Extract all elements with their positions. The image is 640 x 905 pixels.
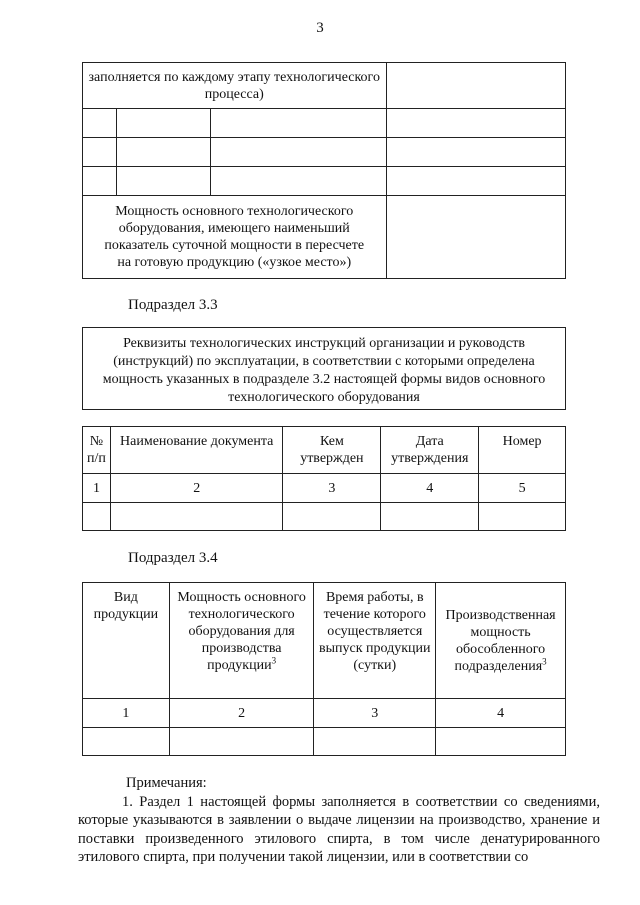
column-header-text: Время работы, в течение которого осуществляется выпуск продукции (сутки) [319,590,431,673]
instructions-table [82,426,566,531]
column-number: 3 [314,699,436,728]
empty-cell [116,167,210,196]
column-header [314,583,436,699]
empty-cell [116,109,210,138]
empty-cell [83,503,111,531]
empty-cell [116,138,210,167]
column-header: Наименование документа [110,427,283,474]
footnote-mark: 3 [542,655,547,666]
footnote-mark: 3 [271,655,277,666]
equipment-table [82,62,566,279]
column-header [83,583,170,699]
empty-cell [314,728,436,756]
production-capacity-table [82,582,566,756]
empty-cell [386,63,566,109]
empty-cell [386,196,566,279]
note-item-1: 1. Раздел 1 настоящей формы заполняется в соответствии со сведениями, которые указываются в заявлении о выдаче лицензии на производство, хранение и поставки произведенного этилового спирта, в том числе денатурированного этилового спирта, при получении такой лицензии, или в соответствии со [78,793,600,865]
column-header-text: Вид продукции [93,590,159,622]
column-number: 2 [169,699,314,728]
subsection-3-4-heading: Подраздел 3.4 [128,550,218,566]
empty-cell [169,728,314,756]
empty-cell [479,503,566,531]
column-number: 4 [436,699,566,728]
notes-title: Примечания: [126,775,207,791]
subsection-3-3-description: Реквизиты технологических инструкций организации и руководств (инструкций) по эксплуатации, в соответствии с которыми определена мощность указанных в подразделе 3.2 настоящей формы видов основного технологического оборудования [82,327,566,410]
column-header-text: Производственная мощность обособленного подразделения [445,607,556,674]
empty-cell [83,728,170,756]
empty-cell [210,138,386,167]
column-number: 4 [381,474,479,503]
column-header-text: Мощность основного технологического оборудования для производства продукции [177,590,306,673]
column-number: 1 [83,474,111,503]
column-header: Кем утвержден [283,427,381,474]
stage-header-cell: заполняется по каждому этапу технологического процесса) [83,63,387,109]
empty-cell [283,503,381,531]
column-number: 5 [479,474,566,503]
empty-cell [386,138,566,167]
subsection-3-3-heading: Подраздел 3.3 [128,297,218,313]
column-header: Номер [479,427,566,474]
column-number: 2 [110,474,283,503]
column-header [169,583,314,699]
empty-cell [83,167,117,196]
notes-section [78,774,600,867]
empty-cell [83,109,117,138]
page-number: 3 [316,20,324,36]
empty-cell [436,728,566,756]
column-number: 1 [83,699,170,728]
empty-cell [210,167,386,196]
column-number: 3 [283,474,381,503]
empty-cell [381,503,479,531]
column-header: Дата утверждения [381,427,479,474]
empty-cell [83,138,117,167]
column-header [436,583,566,699]
empty-cell [386,109,566,138]
empty-cell [210,109,386,138]
page-bottom-edge [0,893,640,905]
capacity-cell: Мощность основного технологического оборудования, имеющего наименьший показатель суточной мощности в пересчете на готовую продукцию («узкое место») [83,196,387,279]
column-header: № п/п [83,427,111,474]
empty-cell [386,167,566,196]
empty-cell [110,503,283,531]
